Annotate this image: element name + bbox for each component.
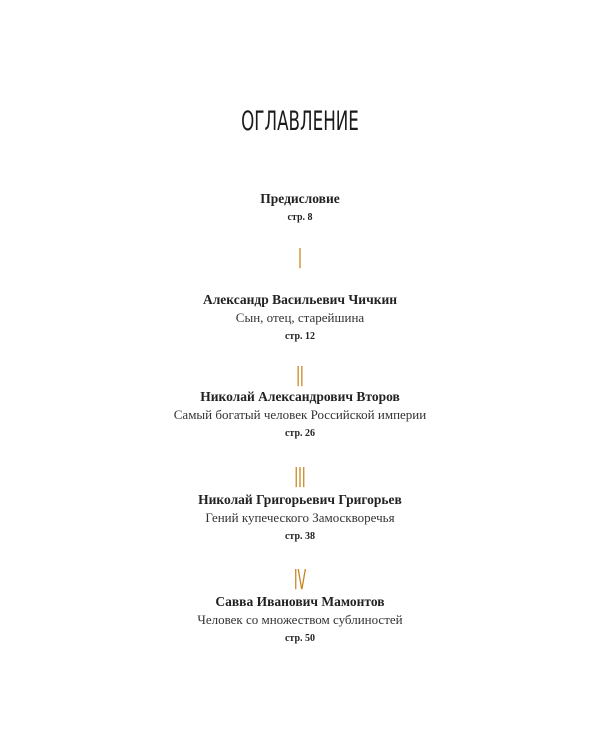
preface-title: Предисловие [260,191,340,206]
chapter-numeral-2: II [296,360,304,393]
chapter-subtitle: Человек со множеством сублиностей [197,612,403,627]
chapter-entry-3[interactable] [0,491,600,545]
preface-page-ref: стр. 8 [287,212,313,223]
chapter-numeral-4: IV [293,563,307,596]
chapter-page-ref: стр. 50 [284,633,316,644]
page-title: ОГЛАВЛЕНИЕ [241,106,359,137]
chapter-subtitle: Сын, отец, старейшина [235,310,365,325]
chapter-page-ref: стр. 38 [284,531,316,542]
chapter-author: Савва Иванович Мамонтов [215,594,385,609]
chapter-numeral-3: III [294,461,306,494]
chapter-author: Николай Александрович Второв [200,389,400,404]
chapter-subtitle: Гений купеческого Замоскворечья [205,510,395,525]
chapter-page-ref: стр. 26 [284,428,316,439]
chapter-subtitle: Самый богатый человек Российской империи [173,407,427,422]
chapter-author: Александр Васильевич Чичкин [202,292,398,307]
chapter-numeral-1: I [298,242,302,275]
chapter-entry-2[interactable] [0,388,600,442]
chapter-entry-1[interactable] [0,291,600,345]
chapter-author: Николай Григорьевич Григорьев [198,492,402,507]
chapter-page-ref: стр. 12 [284,331,316,342]
preface-entry[interactable] [0,190,600,226]
chapter-entry-4[interactable] [0,593,600,647]
